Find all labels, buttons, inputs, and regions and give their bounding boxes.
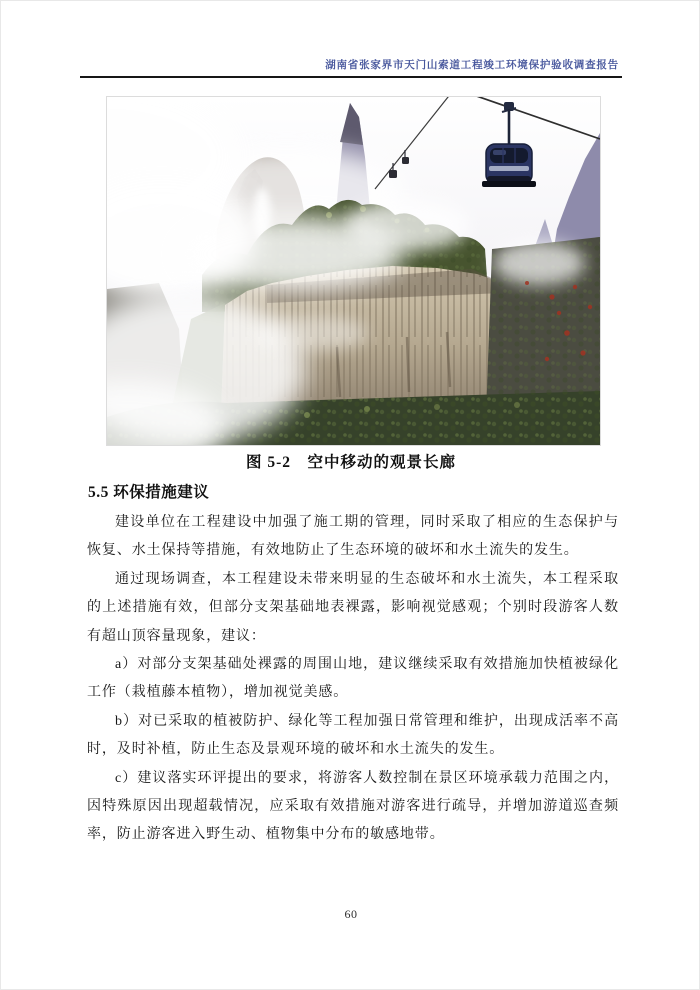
body-content: [87, 480, 619, 850]
paragraph-suggestion-a: a）对部分支架基础处裸露的周围山地，建议继续采取有效措施加快植被绿化工作（栽植藤本植物），增加视觉美感。: [87, 657, 619, 701]
page-number: 60: [344, 907, 358, 921]
paragraph-suggestion-b: b）对已采取的植被防护、绿化等工程加强日常管理和维护，出现成活率不高时，及时补植，防止生态及景观环境的破坏和水土流失的发生。: [87, 713, 619, 758]
mountain-cableway-illustration: [107, 97, 600, 445]
page-header-title: 湖南省张家界市天门山索道工程竣工环境保护验收调查报告: [325, 60, 619, 71]
paragraph-suggestion-c: c）建议落实环评提出的要求，将游客人数控制在景区环境承载力范围之内，因特殊原因出现超载情况，应采取有效措施对游客进行疏导，并增加游道巡查频率，防止游客进入野生动、植物集中分布的敏感地带。: [87, 770, 619, 843]
header-rule: [80, 76, 622, 78]
paragraph-survey: 通过现场调查，本工程建设未带来明显的生态破坏和水土流失，本工程采取的上述措施有效，但部分支架基础地表裸露，影响视觉感观；个别时段游客人数有超山顶容量现象，建议：: [87, 571, 619, 644]
paragraph-intro: 建设单位在工程建设中加强了施工期的管理，同时采取了相应的生态保护与恢复、水土保持等措施，有效地防止了生态环境的破坏和水土流失的发生。: [87, 515, 619, 559]
figure-caption: 图 5-2 空中移动的观景长廊: [245, 454, 457, 471]
section-heading: 5.5 环保措施建议: [88, 484, 210, 501]
figure-photo-cableway: [106, 96, 601, 446]
